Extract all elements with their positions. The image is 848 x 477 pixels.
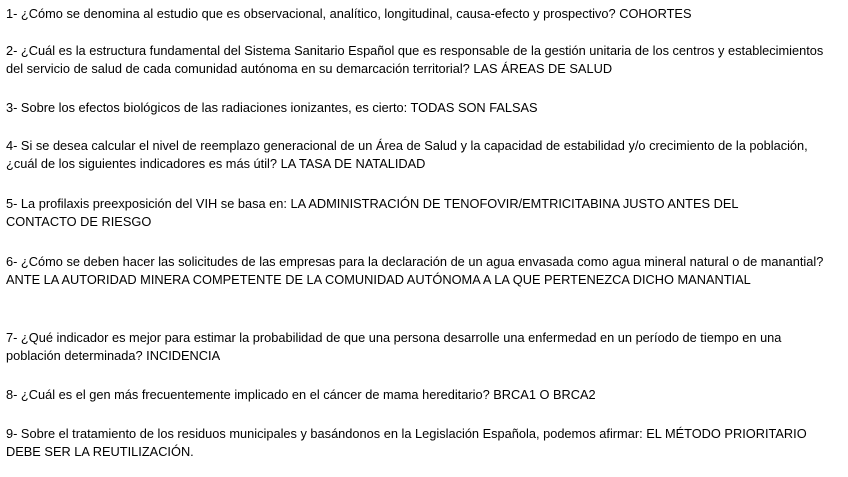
question-text: 3- Sobre los efectos biológicos de las radiaciones ionizantes, es cierto: — [6, 100, 408, 115]
question-item-1 — [6, 5, 692, 23]
question-item-3 — [6, 99, 538, 117]
answer-text: ANTE LA AUTORIDAD MINERA COMPETENTE DE LA COMUNIDAD AUTÓNOMA A LA QUE PERTENEZCA DICHO MANANTIAL — [6, 272, 751, 287]
answer-text: BRCA1 O BRCA2 — [493, 387, 596, 402]
answer-text: TODAS SON FALSAS — [410, 100, 538, 115]
question-item-9 — [6, 425, 822, 461]
question-text: 7- ¿Qué indicador es mejor para estimar la probabilidad de que una persona desarrolle una enfermedad en un período de tiempo en una población determinada? — [6, 330, 782, 363]
question-item-8 — [6, 386, 596, 404]
question-text: 2- ¿Cuál es la estructura fundamental del Sistema Sanitario Español que es responsable de la gestión unitaria de los centros y establecimientos del servicio de salud de cada comunidad autónoma en su demarcación territorial? — [6, 43, 824, 76]
answer-text: EL MÉTODO PRIORITARIO DEBE SER LA REUTILIZACIÓN. — [6, 426, 807, 459]
question-text: 9- Sobre el tratamiento de los residuos municipales y basándonos en la Legislación Española, podemos afirmar: — [6, 426, 643, 441]
question-item-2 — [6, 42, 842, 78]
question-text: 1- ¿Cómo se denomina al estudio que es observacional, analítico, longitudinal, causa-efecto y prospectivo? — [6, 6, 616, 21]
question-item-7 — [6, 329, 806, 365]
answer-text: COHORTES — [619, 6, 692, 21]
question-text: 5- La profilaxis preexposición del VIH se basa en: — [6, 196, 287, 211]
answer-text: INCIDENCIA — [146, 348, 221, 363]
answer-text: LA ADMINISTRACIÓN DE TENOFOVIR/EMTRICITABINA JUSTO ANTES DEL CONTACTO DE RIESGO — [6, 196, 739, 229]
question-item-6 — [6, 253, 842, 289]
question-text: 4- Si se desea calcular el nivel de reemplazo generacional de un Área de Salud y la capacidad de estabilidad y/o crecimiento de la población, ¿cuál de los siguientes indicadores es más útil? — [6, 138, 808, 171]
question-item-4 — [6, 137, 842, 173]
question-text: 6- ¿Cómo se deben hacer las solicitudes de las empresas para la declaración de un agua envasada como agua mineral natural o de manantial? — [6, 254, 824, 269]
question-item-5 — [6, 195, 806, 231]
question-text: 8- ¿Cuál es el gen más frecuentemente implicado en el cáncer de mama hereditario? — [6, 387, 490, 402]
answer-text: LAS ÁREAS DE SALUD — [473, 61, 613, 76]
answer-text: LA TASA DE NATALIDAD — [280, 156, 426, 171]
